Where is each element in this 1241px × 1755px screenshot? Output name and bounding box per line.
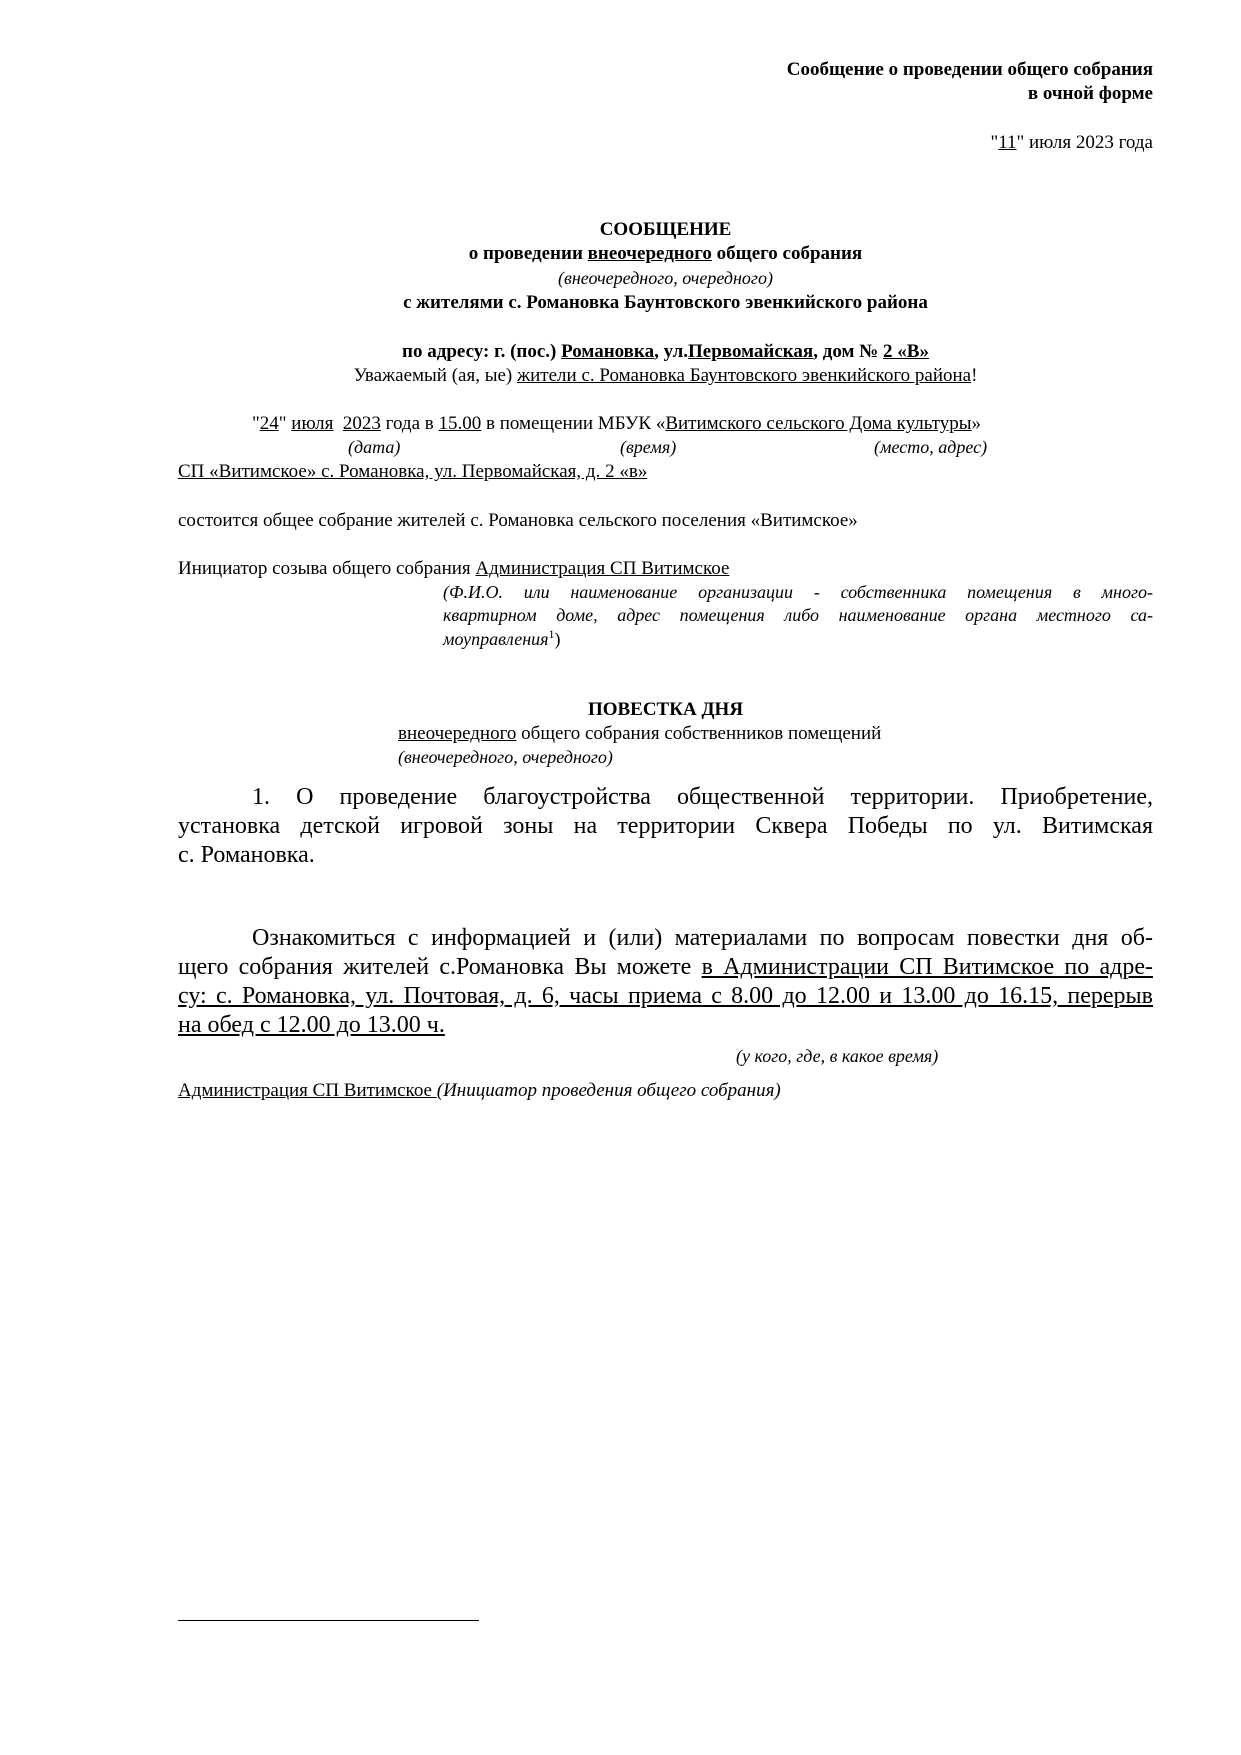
agenda-item-1-line3: с. Романовка. [178,842,315,868]
header-title-line2: в очной форме [1027,83,1153,104]
agenda-item-1-line1: 1. О проведение благоустройства общественной территории. Приобретение, [252,784,1153,810]
materials-line2 [178,953,1153,982]
meeting-year: 2023 [342,413,381,434]
notice-meeting-type: внеочередного [587,243,712,264]
header-title-line1: Сообщение о проведении общего собрания [786,59,1153,80]
meeting-place: Витимского сельского Дома культуры [665,413,972,434]
footnote-reference: 1 [548,627,555,641]
materials-line3: су: с. Романовка, ул. Почтовая, д. 6, часы приема с 8.00 до 12.00 и 13.00 до 16.15, перерыв [178,983,1153,1009]
signature-role: (Инициатор проведения общего собрания) [436,1080,781,1101]
notice-type-hint: (внеочередного, очередного) [558,268,773,288]
header-date-open-quote: " [990,132,999,153]
signature-line [178,1079,781,1103]
greeting-addressee: жители с. Романовка Баунтовского эвенкийского района [517,365,972,386]
initiator-label: Инициатор созыва общего собрания [178,558,476,579]
initiator-line [178,557,729,581]
materials-line1: Ознакомиться с информацией и (или) материалами по вопросам повестки дня об- [252,925,1153,951]
header-date-rest: " июля 2023 года [1016,132,1153,153]
agenda-subtitle-rest: общего собрания собственников помещений [516,723,882,744]
initiator-hint-line2: квартирном доме, адрес помещения либо наименование органа местного са- [443,605,1153,625]
greeting-prefix: Уважаемый (ая, ые) [353,365,518,386]
meeting-hint-place: (место, адрес) [874,437,988,457]
meeting-hint-time: (время) [620,437,677,457]
materials-line2-prefix: щего собрания жителей с.Романовка Вы можете [178,954,702,980]
notice-subtitle-prefix: о проведении [468,243,588,264]
meeting-will-be-held: состоится общее собрание жителей с. Романовка сельского поселения «Витимское» [178,510,858,531]
address-town: Романовка [561,341,655,362]
agenda-heading: ПОВЕСТКА ДНЯ [587,699,744,720]
address-street: Первомайская [688,341,814,362]
initiator-hint-close: ) [554,629,561,649]
meeting-place-line2: СП «Витимское» с. Романовка, ул. Первомайская, д. 2 «в» [178,461,648,482]
initiator-hint-line1: (Ф.И.О. или наименование организации - собственника помещения в много- [443,582,1153,602]
materials-location: в Администрации СП Витимское по адре- [701,954,1154,980]
footnote-separator [178,1620,479,1621]
meeting-time-prefix: года в [380,413,439,434]
meeting-place-prefix: в помещении МБУК « [481,413,666,434]
greeting-suffix: ! [971,365,978,386]
header-date-day: 11 [998,132,1017,153]
signature-name: Администрация СП Витимское [178,1080,437,1101]
header-date [990,131,1153,155]
notice-address [0,340,1241,364]
address-mid: , ул. [654,341,689,362]
initiator-hint-line3 [443,628,561,650]
notice-greeting [0,364,1241,388]
meeting-datetime-line [252,412,981,436]
meeting-close-quote: " [278,413,292,434]
address-house-prefix: , дом № [813,341,884,362]
notice-heading: СООБЩЕНИЕ [599,219,732,240]
address-house: 2 «В» [883,341,929,362]
agenda-subtitle [398,722,881,746]
meeting-open-quote: " [252,413,260,434]
notice-residents-line: с жителями с. Романовка Баунтовского эвенкийского района [403,292,928,313]
agenda-item-1-line2: установка детской игровой зоны на территории Сквера Победы по ул. Витимская [178,813,1153,839]
meeting-day: 24 [259,413,279,434]
agenda-type-hint: (внеочередного, очередного) [398,747,613,767]
notice-subtitle [0,242,1241,266]
initiator-hint-text: моуправления [443,629,549,649]
materials-line4: на обед с 12.00 до 13.00 ч. [178,1012,445,1038]
initiator-value: Администрация СП Витимское [475,558,730,579]
agenda-meeting-type: внеочередного [398,723,517,744]
meeting-time: 15.00 [438,413,482,434]
meeting-month: июля [291,413,334,434]
meeting-place-suffix: » [971,413,981,434]
notice-subtitle-suffix: общего собрания [711,243,863,264]
address-prefix: по адресу: г. (пос.) [402,341,562,362]
meeting-hint-date: (дата) [348,437,401,457]
materials-hint: (у кого, где, в какое время) [736,1046,939,1066]
